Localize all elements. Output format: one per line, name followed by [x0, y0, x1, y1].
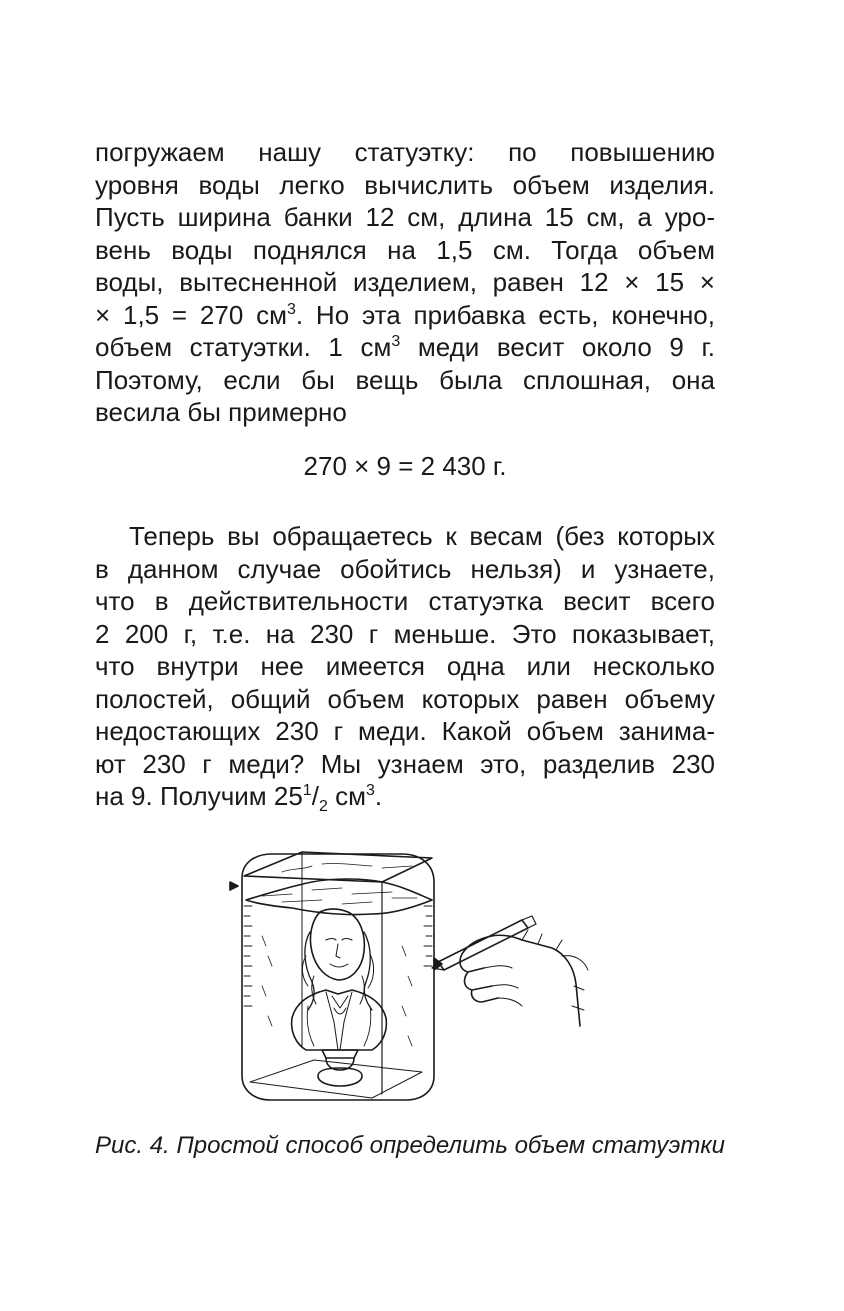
figure-caption: Рис. 4. Простой способ определить объем статуэтки — [95, 1132, 726, 1159]
fraction-slash: / — [311, 781, 319, 811]
superscript: 3 — [391, 333, 401, 350]
text-line: что внутри нее имеется одна или несколько — [95, 651, 715, 681]
formula: 270 × 9 = 2 430 г. — [303, 451, 507, 481]
text-fragment: см — [327, 781, 366, 811]
text-line: полостей, общий объем которых равен объему — [95, 683, 715, 714]
text-fragment: объем статуэтки. 1 см — [95, 332, 392, 362]
statuette-bust — [292, 990, 387, 1050]
text-line: Поэтому, если бы вещь была сплошная, она — [95, 364, 715, 395]
paragraph-1 — [95, 136, 715, 429]
text-line: Пусть ширина банки 12 см, длина 15 см, а уро- — [95, 202, 715, 232]
text-fragment: меди весит около 9 г. — [400, 332, 715, 362]
text-line: Теперь вы обращаетесь к весам (без которых — [129, 521, 715, 551]
hand — [460, 935, 580, 1026]
paragraph-2 — [95, 520, 715, 813]
text-fragment: . — [374, 781, 383, 811]
text-line: недостающих 230 г меди. Какой объем занима- — [95, 716, 715, 746]
statuette-head — [310, 909, 364, 980]
text-line: ют 230 г меди? Мы узнаем это, разделив 230 — [95, 748, 715, 779]
text-line: погружаем нашу статуэтку: по повышению — [95, 137, 715, 167]
text-fragment: × 1,5 = 270 см — [95, 299, 287, 330]
text-line: вень воды поднялся на 1,5 см. Тогда объем — [95, 234, 715, 265]
statuette-jar-illustration — [222, 836, 592, 1108]
text-fragment: на 9. Получим 25 — [95, 781, 303, 811]
text-line: воды, вытесненной изделием, равен 12 × 15 × — [95, 267, 715, 297]
text-fragment: . Но эта прибавка есть, конечно, — [295, 299, 715, 330]
text-line: весила бы примерно — [95, 397, 347, 427]
fraction-denominator: 2 — [318, 798, 328, 815]
text-line: уровня воды легко вычислить объем изделия. — [95, 169, 715, 200]
pencil — [438, 920, 528, 970]
fraction-numerator: 1 — [302, 782, 312, 799]
text-line — [95, 331, 715, 364]
superscript: 3 — [365, 782, 375, 799]
text-line — [95, 780, 715, 813]
text-line: что в действительности статуэтка весит всего — [95, 586, 715, 616]
jar-rim — [244, 852, 432, 882]
superscript: 3 — [286, 300, 296, 318]
level-marker-left — [230, 882, 238, 890]
text-line: 2 200 г, т.е. на 230 г меньше. Это показывает, — [95, 618, 715, 649]
text-line — [95, 299, 715, 332]
text-line: в данном случае обойтись нельзя) и узнаете, — [95, 553, 715, 584]
